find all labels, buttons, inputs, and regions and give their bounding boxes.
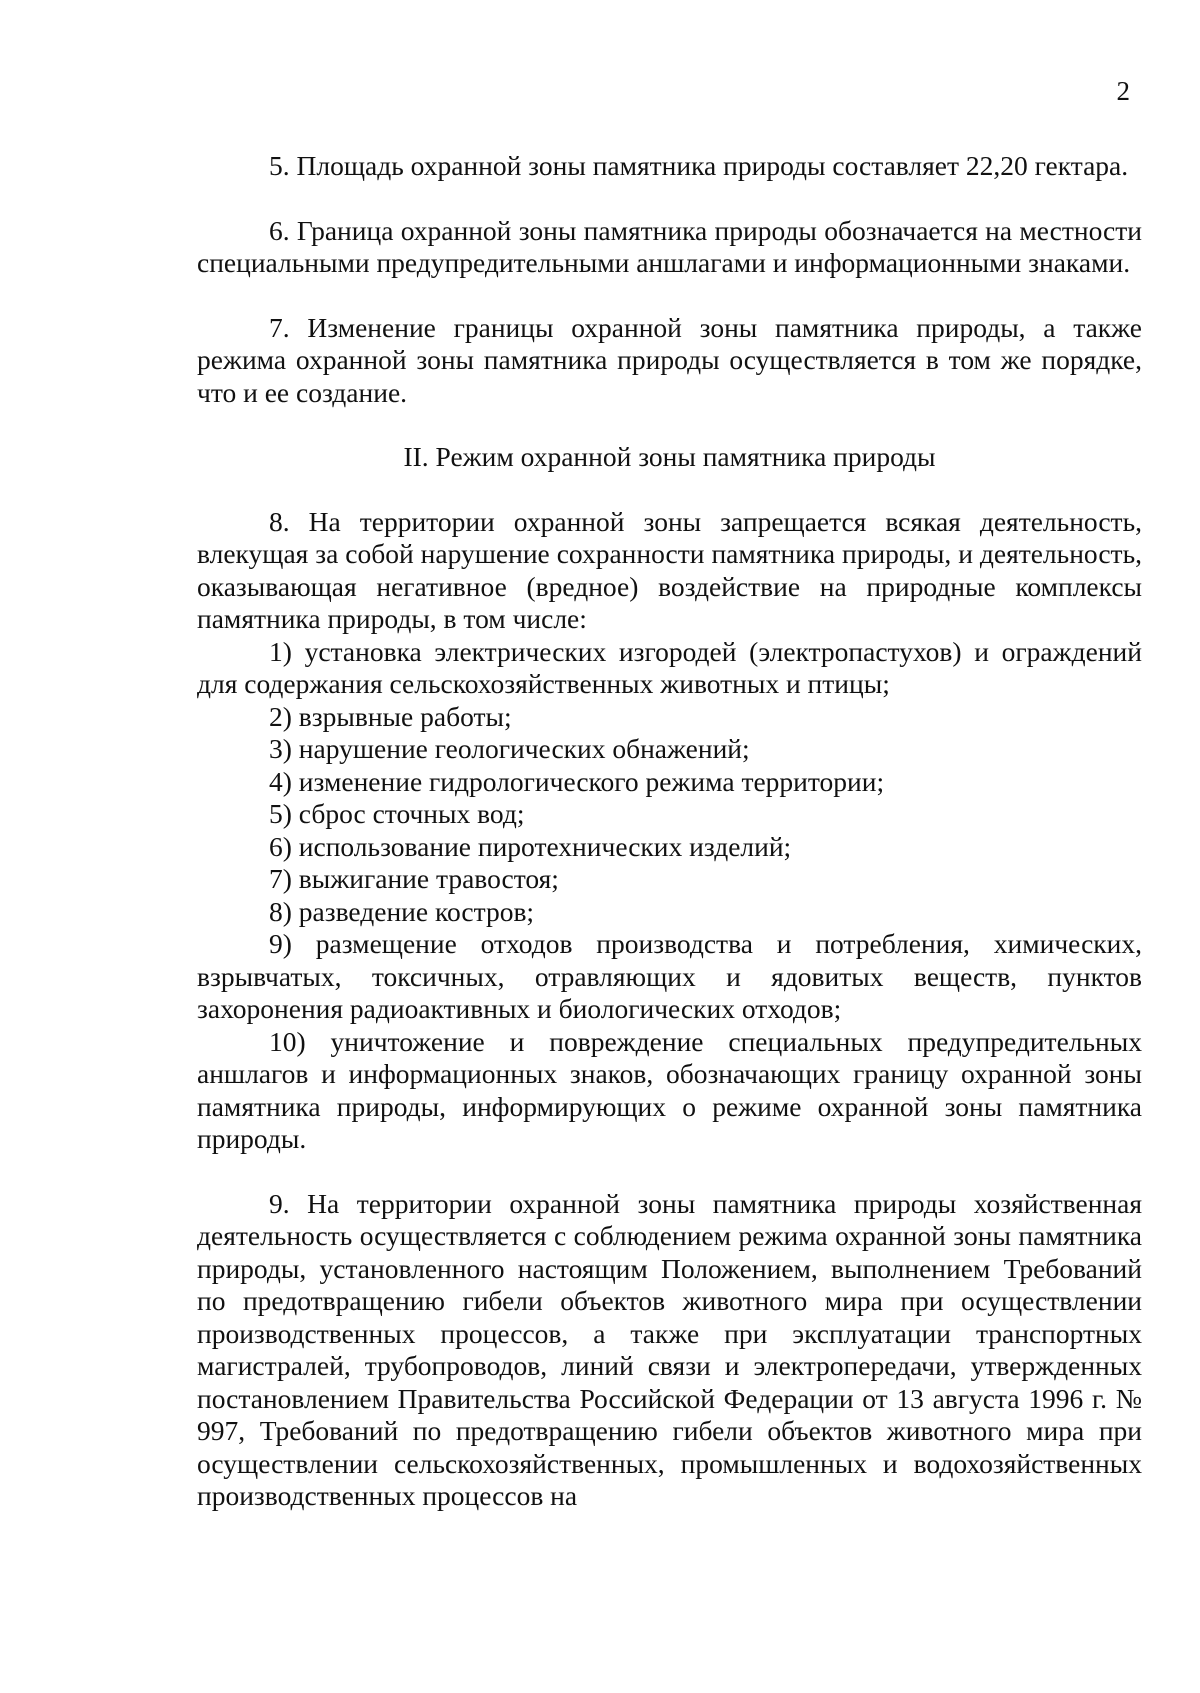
- paragraph-7: 7. Изменение границы охранной зоны памятника природы, а также режима охранной зоны памятника природы осуществляется в том же порядке, что и ее создание.: [197, 311, 1142, 408]
- paragraph-9: 9. На территории охранной зоны памятника природы хозяйственная деятельность осуществляется с соблюдением режима охранной зоны памятника природы, установленного настоящим Положением, выполнением Требований по предотвращению гибели объектов животного мира при осуществлении производственных процессов, а также при эксплуатации транспортных магистралей, трубопроводов, линий связи и электропередачи, утвержденных постановлением Правительства Российской Федерации от 13 августа 1996 г. № 997, Требований по предотвращению гибели объектов животного мира при осуществлении сельскохозяйственных, промышленных и водохозяйственных производственных процессов на: [197, 1187, 1142, 1511]
- list-item: 9) размещение отходов производства и потребления, химических, взрывчатых, токсичных, отравляющих и ядовитых веществ, пунктов захоронения радиоактивных и биологических отходов;: [197, 928, 1142, 1024]
- list-item: 7) выжигание травостоя;: [269, 863, 559, 894]
- section-heading: II. Режим охранной зоны памятника природы: [403, 441, 936, 472]
- paragraph-5: 5. Площадь охранной зоны памятника природы составляет 22,20 гектара.: [269, 150, 1129, 181]
- paragraph-6: 6. Граница охранной зоны памятника природы обозначается на местности специальными предупредительными аншлагами и информационными знаками.: [197, 214, 1142, 278]
- list-item: 3) нарушение геологических обнажений;: [269, 733, 750, 764]
- paragraph-gap: [197, 183, 1142, 215]
- list-item: 2) взрывные работы;: [269, 700, 512, 732]
- list-item: 8) разведение костров;: [269, 895, 535, 927]
- paragraph-gap: [197, 474, 1142, 506]
- paragraph-gap: [197, 1156, 1142, 1188]
- list-item: 5) сброс сточных вод;: [269, 798, 525, 829]
- list-item: 1) установка электрических изгородей (электропастухов) и ограждений для содержания сельскохозяйственных животных и птицы;: [197, 635, 1142, 699]
- list-item: 10) уничтожение и повреждение специальных предупредительных аншлагов и информационных знаков, обозначающих границу охранной зоны памятника природы, информирующих о режиме охранной зоны памятника природы.: [197, 1025, 1142, 1154]
- paragraph-8: 8. На территории охранной зоны запрещается всякая деятельность, влекущая за собой нарушение сохранности памятника природы, и деятельность, оказывающая негативное (вредное) воздействие на природные комплексы памятника природы, в том числе:: [197, 505, 1142, 634]
- list-item: 6) использование пиротехнических изделий;: [269, 830, 792, 862]
- list-item: 4) изменение гидрологического режима территории;: [269, 765, 885, 797]
- prohibited-activities-list: [197, 636, 1142, 1156]
- paragraph-gap: [197, 280, 1142, 312]
- document-body: [197, 150, 1142, 1513]
- page-number: 2: [1116, 76, 1130, 106]
- paragraph-gap: [197, 409, 1142, 441]
